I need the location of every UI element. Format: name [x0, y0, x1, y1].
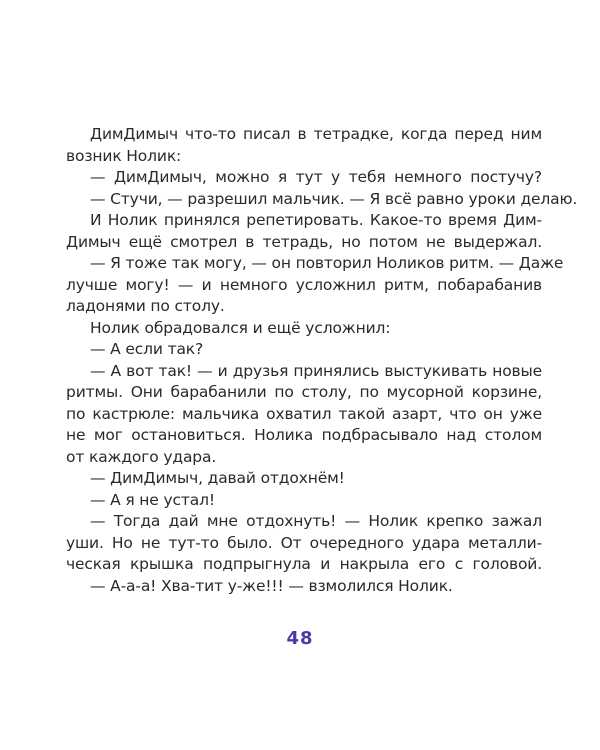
text-line: Нолик обрадовался и ещё усложнил: [90, 318, 391, 337]
text-line: — А вот так! — и друзья принялись выстукивать новые [90, 361, 542, 380]
text-line: — А-а-а! Хва-тит у-же!!! — взмолился Нолик. [90, 576, 453, 595]
text-line: — Я тоже так могу, — он повторил Ноликов ритм. — Даже [90, 254, 564, 272]
text-line: уши. Но не тут-то было. От очередного удара металли- [66, 533, 542, 552]
page-number: 48 [286, 628, 314, 649]
text-line: — Тогда дай мне отдохнуть! — Нолик крепко зажал [90, 512, 542, 530]
text-line: от каждого удара. [66, 447, 217, 466]
text-line: ладонями по столу. [66, 297, 225, 315]
story-text [66, 124, 578, 597]
text-line: — ДимДимыч, можно я тут у тебя немного постучу? [90, 168, 542, 186]
text-line: — Стучи, — разрешил мальчик. — Я всё равно уроки делаю. [90, 189, 578, 208]
text-line: — ДимДимыч, давай отдохнём! [90, 469, 345, 487]
text-line: возник Нолик: [66, 146, 182, 165]
text-line: И Нолик принялся репетировать. Какое-то время Дим- [90, 211, 542, 229]
text-line: лучше могу! — и немного усложнил ритм, побарабанив [66, 275, 542, 294]
text-line: — А я не устал! [90, 490, 215, 509]
text-line: ческая крышка подпрыгнула и накрыла его с головой. [66, 555, 542, 573]
text-line: — А если так? [90, 340, 204, 358]
text-line: ДимДимыч что-то писал в тетрадке, когда перед ним [90, 125, 542, 143]
text-line: не мог остановиться. Нолика подбрасывало над столом [66, 426, 542, 444]
text-line: ритмы. Они барабанили по столу, по мусорной корзине, [66, 383, 542, 401]
text-line: Димыч ещё смотрел в тетрадь, но потом не выдержал. [66, 232, 542, 251]
text-line: по кастрюле: мальчика охватил такой азарт, что он уже [66, 404, 542, 423]
